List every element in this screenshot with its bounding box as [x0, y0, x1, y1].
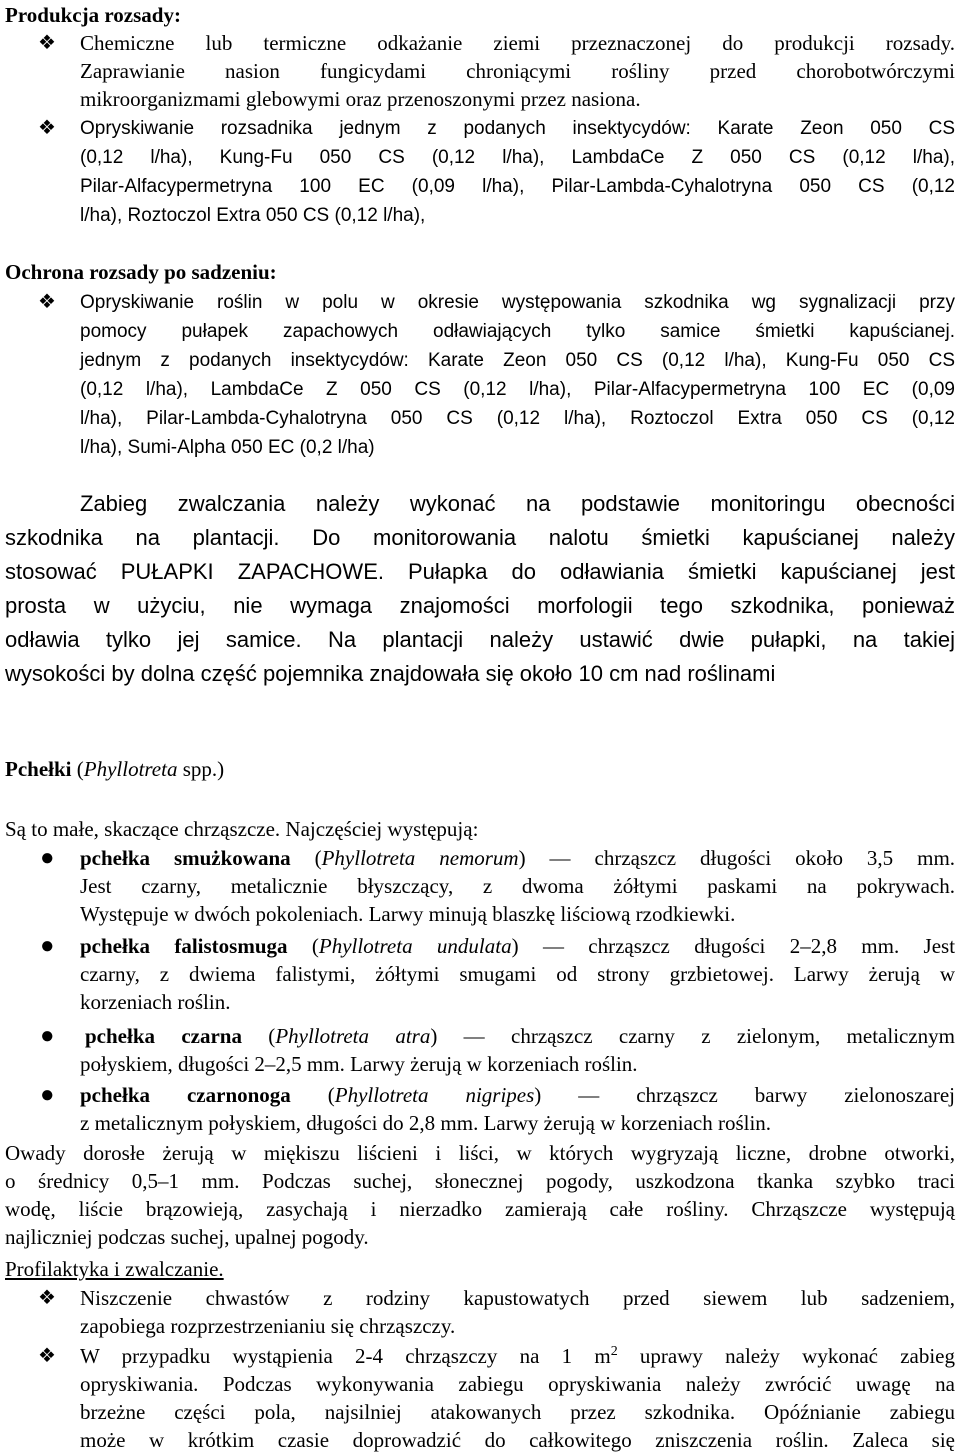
text-line: Chemiczne lub termiczne odkażanie ziemi przeznaczonej do produkcji rozsady.	[80, 31, 955, 55]
species-name: pchełka falistosmuga	[80, 934, 288, 958]
superscript: 2	[610, 1344, 618, 1359]
dash: —	[578, 1083, 600, 1107]
section-heading: Ochrona rozsady po sadzeniu:	[5, 260, 277, 284]
text-line: może w krótkim czasie doprowadzić do całkowitego zniszczenia roślin. Zaleca się	[80, 1428, 955, 1452]
text-line	[80, 1342, 955, 1370]
species-item	[5, 844, 955, 928]
species-latin: Phyllotreta undulata	[318, 934, 512, 958]
text-line: Występuje w dwóch pokoleniach. Larwy minują blaszkę liściową rzodkiewki.	[80, 902, 736, 926]
text-line: l/ha), Sumi-Alpha 050 EC (0,2 l/ha)	[80, 437, 375, 458]
round-bullet-icon: ●	[40, 1082, 55, 1108]
diamond-bullet-icon: ❖	[38, 291, 56, 313]
species-latin: Phyllotreta nemorum	[321, 846, 519, 870]
text-line: czarny, z dwiema falistymi, żółtymi smugami od strony grzbietowej. Larwy żerują w	[80, 962, 955, 986]
dash: —	[542, 934, 564, 958]
text-run: uprawy należy wykonać zabieg	[617, 1344, 955, 1368]
species-name: pchełka czarnonoga	[80, 1083, 291, 1107]
text-line: Opryskiwanie rozsadnika jednym z podanych insektycydów: Karate Zeon 050 CS	[80, 118, 955, 139]
text-line: Jest czarny, metalicznie błyszczący, z dwoma żółtymi paskami na pokrywach.	[80, 874, 955, 898]
text-line: korzeniach roślin.	[80, 990, 231, 1014]
text-line: pchełka falistosmuga (Phyllotreta undulata) — chrząszcz długości 2–2,8 mm. Jest	[80, 934, 956, 958]
bullet-item	[5, 1342, 955, 1454]
text-line: zapobiega rozprzestrzenianiu się chrząszczy.	[80, 1314, 456, 1338]
diamond-bullet-icon: ❖	[38, 1287, 56, 1309]
text-line: jednym z podanych insektycydów: Karate Zeon 050 CS (0,12 l/ha), Kung-Fu 050 CS	[80, 350, 955, 371]
text-line: opryskiwania. Podczas wykonywania zabiegu opryskiwania należy zwrócić uwagę na	[80, 1372, 955, 1396]
bullet-item	[5, 1284, 955, 1340]
paragraph	[5, 1139, 955, 1251]
heading-latin: Phyllotreta	[83, 757, 178, 781]
text-line: o średnicy 0,5–1 mm. Podczas suchej, słonecznej pogody, uszkodzona tkanka szybko traci	[5, 1169, 955, 1193]
species-latin: Phyllotreta atra	[275, 1024, 431, 1048]
text-line: mikroorganizmami glebowymi oraz przenoszonymi przez nasiona.	[80, 87, 641, 111]
text-line: prosta w użyciu, nie wymaga znajomości morfologii tego szkodnika, ponieważ	[5, 593, 955, 618]
dash: —	[463, 1024, 485, 1048]
text-line: (0,12 l/ha), LambdaCe Z 050 CS (0,12 l/ha), Pilar-Alfacypermetryna 100 EC (0,09	[80, 379, 955, 400]
species-desc: chrząszcz barwy zielonoszarej	[636, 1083, 956, 1107]
species-desc: chrząszcz czarny z zielonym, metalicznym	[511, 1024, 956, 1048]
text-line: pchełka czarna (Phyllotreta atra) — chrząszcz czarny z zielonym, metalicznym	[85, 1024, 956, 1048]
bullet-item	[5, 288, 955, 462]
text-line: brzeżne części pola, najsilniej atakowanych przez szkodnika. Opóźnianie zabiegu	[80, 1400, 955, 1424]
heading-bold: Pchełki	[5, 757, 72, 781]
text-line: wodę, liście brązowieją, zasychają i nierzadko zamierają całe rośliny. Chrząszcze występują	[5, 1197, 955, 1221]
round-bullet-icon: ●	[40, 933, 55, 959]
text-run: W przypadku wystąpienia 2-4 chrząszczy na 1 m	[80, 1344, 611, 1368]
species-name: pchełka czarna	[85, 1024, 242, 1048]
intro-line: Są to małe, skaczące chrząszcze. Najczęściej występują:	[5, 817, 479, 841]
heading-paren-open: (	[71, 757, 84, 781]
text-line: stosować PUŁAPKI ZAPACHOWE. Pułapka do odławiania śmietki kapuścianej jest	[5, 559, 955, 584]
text-line: Owady dorosłe żerują w miękiszu liścieni i liści, w których wygryzają liczne, drobne otworki,	[5, 1141, 955, 1165]
diamond-bullet-icon: ❖	[38, 117, 56, 139]
species-name: pchełka smużkowana	[80, 846, 291, 870]
text-line: Opryskiwanie roślin w polu w okresie występowania szkodnika wg sygnalizacji przy	[80, 292, 955, 313]
round-bullet-icon: ●	[40, 1023, 55, 1049]
species-latin: Phyllotreta nigripes	[334, 1083, 535, 1107]
paragraph	[5, 487, 955, 691]
text-line: pchełka smużkowana (Phyllotreta nemorum) — chrząszcz długości około 3,5 mm.	[80, 846, 956, 870]
dash: —	[549, 846, 571, 870]
text-line: (0,12 l/ha), Kung-Fu 050 CS (0,12 l/ha), LambdaCe Z 050 CS (0,12 l/ha),	[80, 147, 955, 168]
bullet-item	[5, 29, 955, 113]
text-line: szkodnika na plantacji. Do monitorowania nalotu śmietki kapuścianej należy	[5, 525, 955, 550]
species-item	[5, 1081, 955, 1137]
text-line: najliczniej podczas suchej, upalnej pogody.	[5, 1225, 369, 1249]
text-line: połyskiem, długości 2–2,5 mm. Larwy żerują w korzeniach roślin.	[80, 1052, 638, 1076]
round-bullet-icon: ●	[40, 845, 55, 871]
text-line: l/ha), Pilar-Lambda-Cyhalotryna 050 CS (0,12 l/ha), Roztoczol Extra 050 CS (0,12	[80, 408, 955, 429]
diamond-bullet-icon: ❖	[38, 1345, 56, 1367]
text-line: pomocy pułapek zapachowych odławiających tylko samice śmietki kapuścianej.	[80, 321, 955, 342]
subheading: Profilaktyka i zwalczanie.	[5, 1257, 224, 1281]
species-item	[5, 1022, 955, 1078]
text-line: Pilar-Alfacypermetryna 100 EC (0,09 l/ha), Pilar-Lambda-Cyhalotryna 050 CS (0,12	[80, 176, 955, 197]
text-line: Niszczenie chwastów z rodziny kapustowatych przed siewem lub sadzeniem,	[80, 1286, 955, 1310]
section-heading: Produkcja rozsady:	[5, 3, 181, 27]
species-desc: chrząszcz długości 2–2,8 mm. Jest	[588, 934, 956, 958]
text-line: odławia tylko jej samice. Na plantacji należy ustawić dwie pułapki, na takiej	[5, 627, 955, 652]
diamond-bullet-icon: ❖	[38, 32, 56, 54]
text-line: z metalicznym połyskiem, długości do 2,8 mm. Larwy żerują w korzeniach roślin.	[80, 1111, 772, 1135]
text-line: Zaprawianie nasion fungicydami chroniącymi rośliny przed chorobotwórczymi	[80, 59, 955, 83]
species-desc: chrząszcz długości około 3,5 mm.	[594, 846, 956, 870]
text-line: l/ha), Roztoczol Extra 050 CS (0,12 l/ha),	[80, 205, 426, 226]
text-line: pchełka czarnonoga (Phyllotreta nigripes) — chrząszcz barwy zielonoszarej	[80, 1083, 956, 1107]
species-item	[5, 932, 955, 1016]
text-line: wysokości by dolna część pojemnika znajdowała się około 10 cm nad roślinami	[5, 661, 776, 686]
text-line: Zabieg zwalczania należy wykonać na podstawie monitoringu obecności	[80, 491, 955, 516]
section-heading	[5, 755, 224, 783]
bullet-item	[5, 114, 955, 230]
heading-paren-close: spp.)	[177, 757, 225, 781]
